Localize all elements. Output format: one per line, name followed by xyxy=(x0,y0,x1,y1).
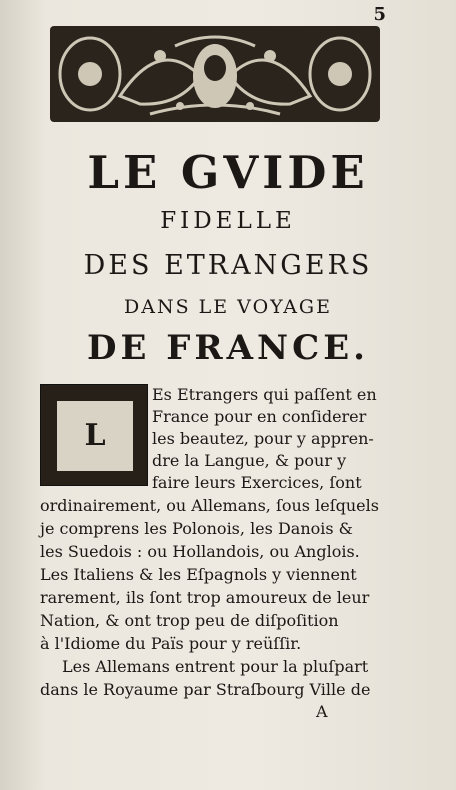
title-line-4: DANS LE VOYAGE xyxy=(124,296,332,318)
text-line: ordinairement, ou Allemans, ſous leſquels xyxy=(40,496,379,515)
drop-cap-frame xyxy=(40,384,148,486)
text-line: les beautez, pour y appren- xyxy=(152,429,374,448)
text-line: à l'Idiome du Païs pour y reüſſir. xyxy=(40,634,302,653)
text-line: Nation, & ont trop peu de diſpoſition xyxy=(40,611,339,630)
text-line: France pour en conſiderer xyxy=(152,407,367,426)
title-line-2: FIDELLE xyxy=(160,208,296,234)
headpiece-ornament xyxy=(50,26,380,122)
page-number: 5 xyxy=(373,4,386,25)
text-line: dans le Royaume par Straſbourg Ville de xyxy=(40,680,371,699)
text-line: Es Etrangers qui paſſent en xyxy=(152,385,377,404)
title-line-3: DES ETRANGERS xyxy=(83,250,373,281)
text-line: Les Italiens & les Eſpagnols y viennent xyxy=(40,565,357,584)
title-line-1: LE GVIDE xyxy=(87,146,369,199)
text-line: dre la Langue, & pour y xyxy=(152,451,347,470)
text-line: faire leurs Exercices, ſont xyxy=(152,473,362,492)
title-line-5: DE FRANCE. xyxy=(87,328,369,368)
drop-cap-panel xyxy=(55,399,135,473)
text-line: Les Allemans entrent pour la pluſpart xyxy=(62,657,369,676)
text-line: je comprens les Polonois, les Danois & xyxy=(40,519,353,538)
text-line: les Suedois : ou Hollandois, ou Anglois. xyxy=(40,542,360,561)
drop-cap-letter: L xyxy=(84,418,106,453)
text-line: rarement, ils ſont trop amoureux de leur xyxy=(40,588,370,607)
catchword: A xyxy=(316,702,328,721)
